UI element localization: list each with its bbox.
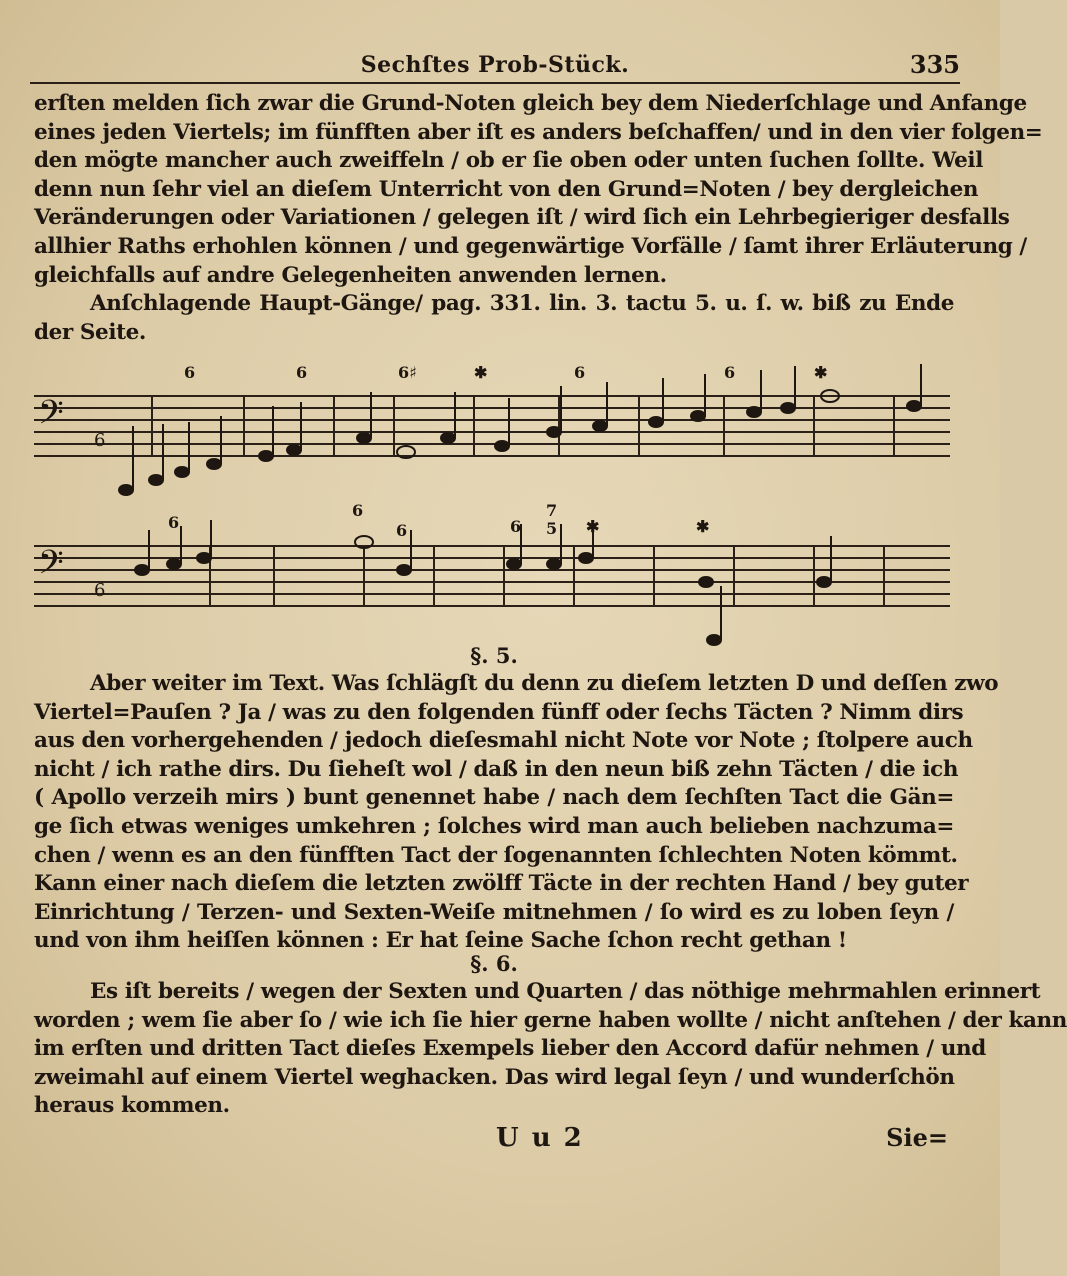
reference-line: Anſchlagende Haupt-Gänge/ pag. 331. lin. 3. tactu 5. u. ſ. w. biß zu Ende (90, 291, 954, 317)
note-head (907, 401, 921, 411)
note-head (175, 467, 189, 477)
note-head (649, 417, 663, 427)
note-head (781, 403, 795, 413)
header-rule (30, 82, 960, 84)
text-line: Es iſt bereits / wegen der Sexten und Quarten / das nöthige mehrmahlen erinnert (90, 979, 1041, 1004)
note-head (197, 553, 211, 563)
text-line: aus den vorhergehenden / jedoch dieſesmahl nicht Note vor Note ; ſtolpere auch (34, 728, 973, 754)
note-head (259, 451, 273, 461)
text-line: und von ihm heiſſen können : Er hat ſeine Sache ſchon recht gethan ! (34, 928, 847, 954)
note-head (817, 577, 831, 587)
text-line: worden ; wem ſie aber ſo / wie ich ſie hier gerne haben wollte / nicht anſtehen / der kann (34, 1007, 1067, 1033)
figure-label: ✱ (474, 363, 488, 382)
music-staff-1 (34, 356, 950, 506)
bass-clef-icon: 𝄢 (38, 394, 64, 440)
text-line: im erſten und dritten Tact dieſes Exempels lieber den Accord dafür nehmen / und (34, 1036, 986, 1062)
figure-label: 7 (546, 501, 558, 520)
text-line: Veränderungen oder Variationen / gelegen iſt / wird ſich ein Lehrbegieriger desfalls (34, 205, 1010, 231)
text-line: zweimahl auf einem Viertel weghacken. Das wird legal ſeyn / und wunderſchön (34, 1064, 955, 1090)
text-line: eines jeden Viertels; im fünfften aber iſt es anders beſchaffen/ und in den vier folgen= (34, 119, 1043, 145)
time-signature: 6 (94, 430, 106, 451)
page-number: 335 (909, 50, 960, 79)
section-mark: §. 5. (470, 643, 518, 668)
figure-label: 6 (296, 363, 308, 382)
figure-label: 6 (396, 521, 408, 540)
reference-line: der Seite. (34, 319, 146, 345)
signature-mark: U u 2 (496, 1123, 584, 1153)
text-line: Viertel=Pauſen ? Ja / was zu den folgenden fünff oder ſechs Täcten ? Nimm dirs (34, 699, 964, 725)
catchword: Sie= (886, 1123, 948, 1152)
note-head (579, 553, 593, 563)
text-line: allhier Raths erhohlen können / und gegenwärtige Vorfälle / ſamt ihrer Erläuterung / (34, 233, 1027, 259)
note-head (699, 577, 713, 587)
bass-clef-icon: 𝄢 (38, 544, 64, 590)
section-mark: §. 6. (470, 951, 518, 976)
text-line: den mögte mancher auch zweiffeln / ob er ſie oben oder unten ſuchen ſollte. Weil (34, 148, 983, 174)
note-head (547, 427, 561, 437)
note-head (397, 565, 411, 575)
text-line: heraus kommen. (34, 1093, 230, 1119)
note-head (207, 459, 221, 469)
note-head (357, 433, 371, 443)
page-header (30, 46, 960, 86)
figure-label: 6 (510, 517, 522, 536)
text-line: nicht / ich rathe dirs. Du ſieheſt wol / daß in den neun biß zehn Täcten / die ich (34, 756, 959, 782)
figure-label: 6 (352, 501, 364, 520)
text-line: Kann einer nach dieſem die letzten zwölff Täcte in der rechten Hand / bey guter (34, 871, 969, 897)
figure-label: 6 (574, 363, 586, 382)
section-5 (34, 642, 999, 956)
note-head (167, 559, 181, 569)
time-signature: 6 (94, 580, 106, 601)
figure-label: 6♯ (398, 363, 417, 382)
text-line: Einrichtung / Terzen- und Sexten-Weiſe mitnehmen / ſo wird es zu loben ſeyn / (34, 899, 954, 925)
text-line: ( Apollo verzeih mirs ) bunt genennet habe / nach dem ſechſten Tact die Gän= (34, 785, 954, 811)
note-head (149, 475, 163, 485)
figure-label: 6 (184, 363, 196, 382)
music-staff-2 (34, 501, 950, 656)
figure-label: ✱ (814, 363, 828, 382)
note-head (135, 565, 149, 575)
text-line: chen / wenn es an den fünfften Tact der ſogenannten ſchlechten Noten kömmt. (34, 842, 958, 868)
note-head (547, 559, 561, 569)
text-line: ge ſich etwas weniges umkehren ; ſolches wird man auch belieben nachzuma= (34, 813, 954, 839)
text-line: Aber weiter im Text. Was ſchlägſt du denn zu dieſem letzten D und deſſen zwo (90, 671, 999, 696)
figure-label: 6 (724, 363, 736, 382)
paragraph-1 (34, 90, 1043, 347)
text-line: erſten melden ſich zwar die Grund-Noten gleich bey dem Niederſchlage und Anfange (34, 91, 1027, 116)
figure-label: ✱ (696, 517, 710, 536)
note-head (287, 445, 301, 455)
note-head (747, 407, 761, 417)
text-line: denn nun ſehr viel an dieſem Unterricht von den Grund=Noten / bey dergleichen (34, 176, 979, 202)
section-6 (34, 950, 1067, 1121)
figure-label: ✱ (586, 517, 600, 536)
note-head (441, 433, 455, 443)
figure-label: 5 (546, 519, 558, 538)
note-head (507, 559, 521, 569)
note-head (593, 421, 607, 431)
note-head (691, 411, 705, 421)
running-title: Sechſtes Prob-Stück. (360, 52, 630, 78)
note-head (119, 485, 133, 495)
text-line: gleichfalls auf andre Gelegenheiten anwenden lernen. (34, 262, 667, 288)
figure-label: 6 (168, 513, 180, 532)
note-head (495, 441, 509, 451)
